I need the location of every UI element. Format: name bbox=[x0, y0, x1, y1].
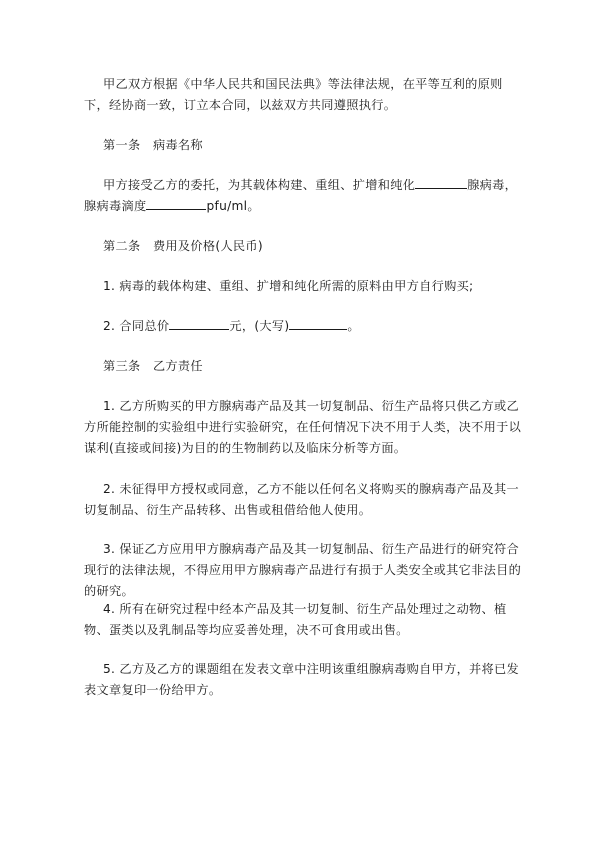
article-3-item-5: 5. 乙方及乙方的课题组在发表文章中注明该重组腺病毒购自甲方，并将已发表文章复印一份给甲方。 bbox=[84, 662, 520, 697]
total-price-capital-blank bbox=[289, 317, 347, 330]
article-3-item-4: 4. 所有在研究过程中经本产品及其一切复制、衍生产品处理过之动物、植物、蛋类以及乳制品等均应妥善处理，决不可食用或出售。 bbox=[84, 602, 507, 637]
intro-paragraph: 甲乙双方根据《中华人民共和国民法典》等法律法规，在平等互利的原则下，经协商一致，订立本合同，以兹双方共同遵照执行。 bbox=[84, 77, 503, 112]
article-1-text-part3: pfu/ml。 bbox=[206, 199, 260, 213]
article-3-item-1: 1. 乙方所购买的甲方腺病毒产品及其一切复制品、衍生产品将只供乙方或乙方所能控制的实验组中进行实验研究，在任何情况下决不用于人类，决不用于以谋利(直接或间接)为目的的生物制药以及临床分析等方面。 bbox=[84, 399, 522, 455]
article-3-item-3: 3. 保证乙方应用甲方腺病毒产品及其一切复制品、衍生产品进行的研究符合现行的法律法规，不得应用甲方腺病毒产品进行有损于人类安全或其它非法目的的研究。 bbox=[84, 542, 522, 598]
virus-name-blank bbox=[415, 176, 467, 189]
article-2-item-1: 1. 病毒的载体构建、重组、扩增和纯化所需的原料由甲方自行购买; bbox=[103, 279, 474, 293]
article-1-text bbox=[84, 175, 524, 217]
article-2-item-2-part3: 。 bbox=[347, 319, 360, 333]
article-2-item-2-part1: 2. 合同总价 bbox=[103, 319, 170, 333]
article-2-item-2-part2: 元，(大写) bbox=[229, 319, 290, 333]
article-1-text-part1: 甲方接受乙方的委托，为其载体构建、重组、扩增和纯化 bbox=[103, 178, 416, 192]
article-3-heading: 第三条 乙方责任 bbox=[103, 359, 203, 373]
article-1-text-part2: 腺病毒，腺病毒滴度 bbox=[84, 178, 518, 213]
titer-blank bbox=[146, 197, 206, 210]
article-1-heading: 第一条 病毒名称 bbox=[103, 138, 203, 152]
article-2-heading: 第二条 费用及价格(人民币) bbox=[103, 239, 263, 253]
article-3-item-2: 2. 未征得甲方授权或同意，乙方不能以任何名义将购买的腺病毒产品及其一切复制品、衍生产品转移、出售或租借给他人使用。 bbox=[84, 482, 520, 517]
total-price-blank bbox=[169, 317, 229, 330]
article-2-item-2 bbox=[84, 316, 524, 337]
